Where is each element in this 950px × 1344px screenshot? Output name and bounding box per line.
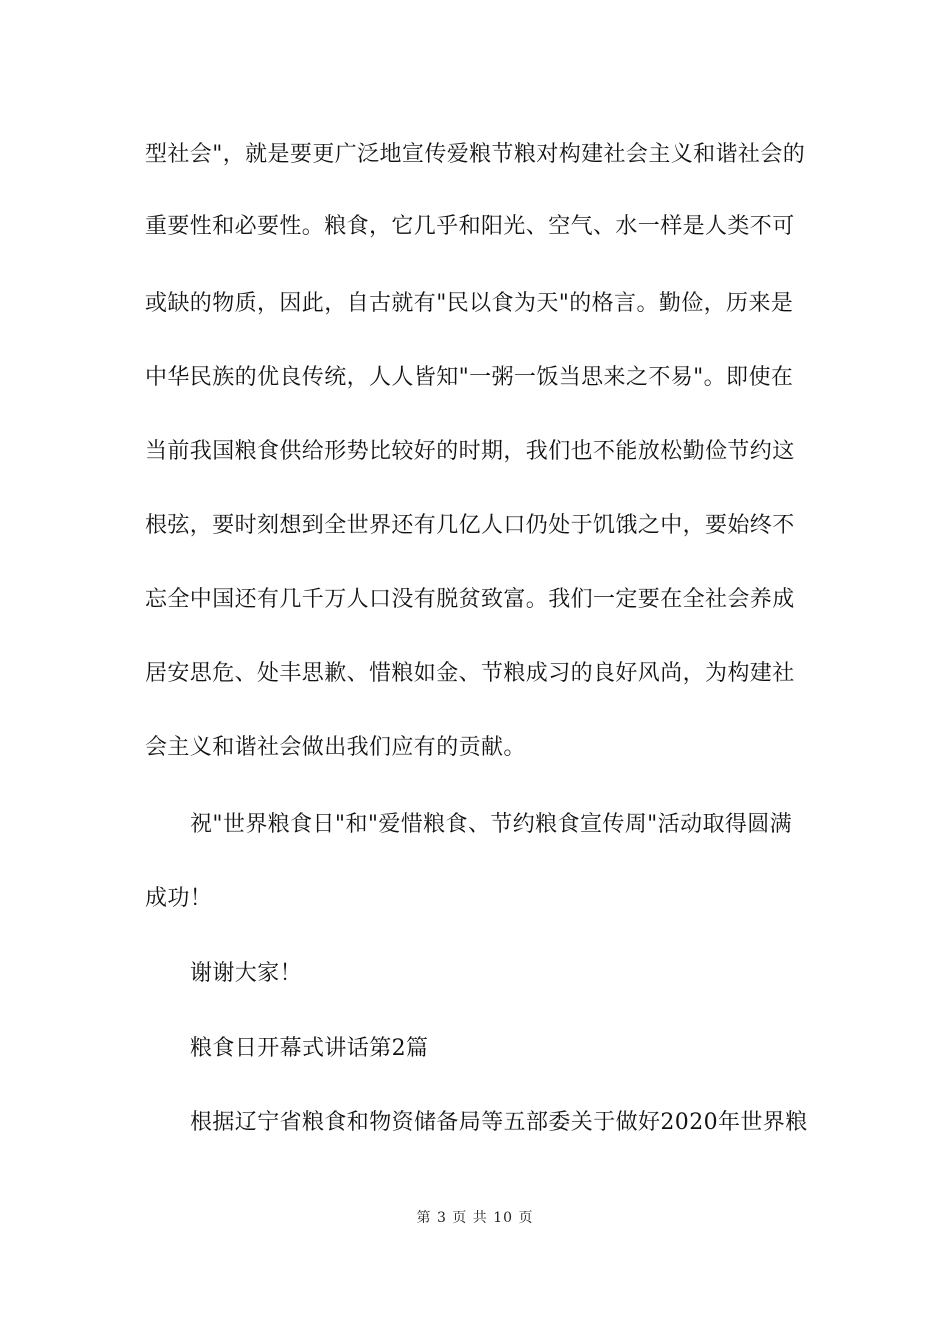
body-text-line: 忘全中国还有几千万人口没有脱贫致富。我们一定要在全社会养成 (145, 587, 795, 612)
body-text-line: 当前我国粮食供给形势比较好的时期，我们也不能放松勤俭节约这 (145, 439, 795, 464)
body-text-line: 型社会"，就是要更广泛地宣传爱粮节粮对构建社会主义和谐社会的 (145, 142, 806, 167)
thanks-line: 谢谢大家！ (190, 961, 303, 986)
body-text-line: 根据辽宁省粮食和物资储备局等五部委关于做好2020年世界粮 (190, 1110, 808, 1135)
closing-wish-line: 成功！ (145, 886, 213, 911)
closing-wish-line: 祝"世界粮食日"和"爱惜粮食、节约粮食宣传周"活动取得圆满 (190, 812, 793, 837)
body-text-line: 根弦，要时刻想到全世界还有几亿人口仍处于饥饿之中，要始终不 (145, 513, 795, 538)
page-number-footer: 第 3 页 共 10 页 (416, 1210, 534, 1226)
body-text-line: 重要性和必要性。粮食，它几乎和阳光、空气、水一样是人类不可 (145, 214, 795, 239)
body-text-line: 或缺的物质，因此，自古就有"民以食为天"的格言。勤俭，历来是 (145, 291, 794, 316)
body-text-line: 会主义和谐社会做出我们应有的贡献。 (145, 735, 526, 760)
body-text-line: 居安思危、处丰思歉、惜粮如金、节粮成习的良好风尚，为构建社 (145, 661, 795, 686)
body-text-line: 中华民族的优良传统，人人皆知"一粥一饭当思来之不易"。即使在 (145, 365, 794, 390)
section-heading: 粮食日开幕式讲话第2篇 (190, 1036, 429, 1061)
